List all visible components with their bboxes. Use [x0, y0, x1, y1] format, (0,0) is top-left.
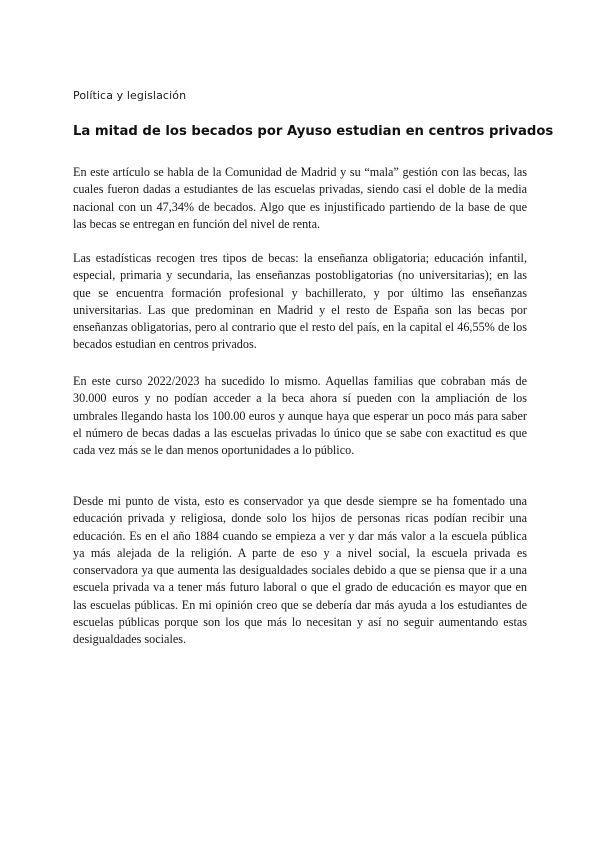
- paragraph-2: Las estadísticas recogen tres tipos de becas: la enseñanza obligatoria; educación infantil, especial, primaria y secundaria, las enseñanzas postobligatorias (no universitarias); en las que se encuentra formación profesional y bachillerato, y por último las enseñanzas universitarias. Las que predominan en Madrid y el resto de España son las becas por enseñanzas obligatorias, pero al contrario que el resto del país, en la capital el 46,55% de los becados estudian en centros privados.: [73, 251, 527, 352]
- paragraph-1: En este artículo se habla de la Comunidad de Madrid y su “mala” gestión con las becas, las cuales fueron dadas a estudiantes de las escuelas privadas, siendo casi el doble de la media nacional con un 47,34% de becados. Algo que es injustificado partiendo de la base de que las becas se entregan en función del nivel de renta.: [73, 165, 527, 231]
- paragraph-4: Desde mi punto de vista, esto es conservador ya que desde siempre se ha fomentado una educación privada y religiosa, donde solo los hijos de personas ricas podían recibir una educación. Es en el año 1884 cuando se empieza a ver y dar más valor a la escuela pública ya más alejada de la religión. A parte de eso y a nivel social, la escuela privada es conservadora ya que aumenta las desigualdades sociales debido a que se piensa que ir a una escuela privada va a tener más futuro laboral o que el grado de educación es mayor que en las escuelas públicas. En mi opinión creo que se debería dar más ayuda a los estudiantes de escuelas públicas porque son los que más lo necesitan y así no seguir aumentando estas desigualdades sociales.: [73, 494, 527, 647]
- article-title: La mitad de los becados por Ayuso estudian en centros privados: [73, 124, 554, 139]
- paragraph-3: En este curso 2022/2023 ha sucedido lo mismo. Aquellas familias que cobraban más de 30.000 euros y no podían acceder a la beca ahora sí pueden con la ampliación de los umbrales llegando hasta los 100.00 euros y aunque haya que esperar un poco más para saber el número de becas dadas a las escuelas privadas lo único que se sabe con exactitud es que cada vez más se le dan menos oportunidades a lo público.: [73, 374, 527, 458]
- section-label: Política y legislación: [73, 89, 187, 102]
